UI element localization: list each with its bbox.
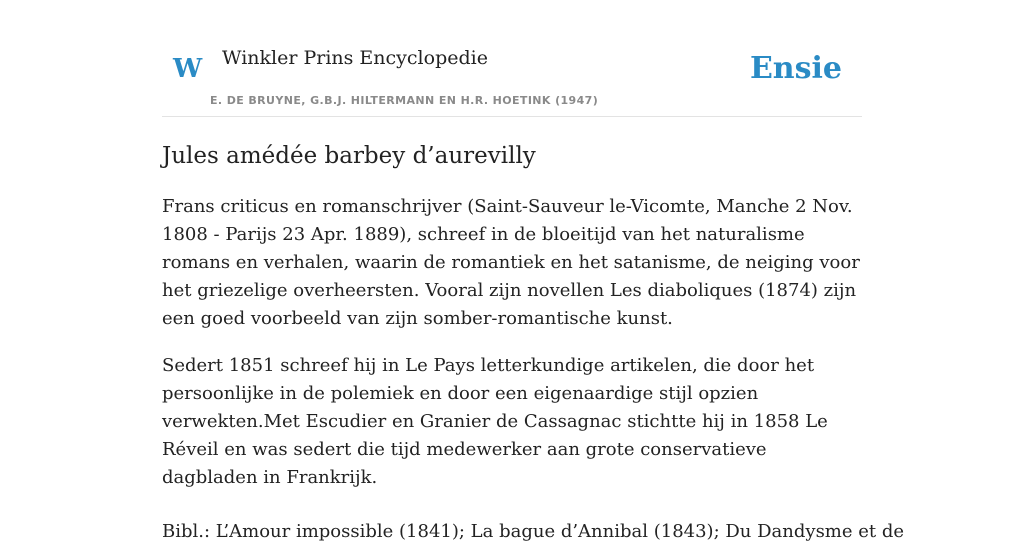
source-authors: E. DE BRUYNE, G.B.J. HILTERMANN EN H.R. HOETINK (1947) [210,94,599,107]
source-header [162,0,862,117]
article-title: Jules amédée barbey d’aurevilly [162,143,536,169]
page [162,0,905,546]
source-title[interactable]: Winkler Prins Encyclopedie [222,47,488,69]
article-paragraph: Frans criticus en romanschrijver (Saint-Sauveur le-Vicomte, Manche 2 Nov. 1808 - Parijs 23 Apr. 1889), schreef in de bloeitijd van het naturalisme romans en verhalen, waarin de romantiek en het satanisme, de neiging voor het griezelige overheersten. Vooral zijn novellen Les diaboliques (1874) zijn een goed voorbeeld van zijn somber-romantische kunst. [162,196,860,329]
article-paragraph: Sedert 1851 schreef hij in Le Pays letterkundige artikelen, die door het persoonlijke in de polemiek en door een eigenaardige stijl opzien verwekten.Met Escudier en Granier de Cassagnac stichtte hij in 1858 Le Réveil en was sedert die tijd medewerker aan grote conservatieve dagbladen in Frankrijk. [162,355,828,488]
ensie-logo-link[interactable]: Ensie [749,51,842,86]
article-bibliography: Bibl.: L’Amour impossible (1841); La bague d’Annibal (1843); Du Dandysme et de [162,521,905,542]
winkler-prins-logo-icon[interactable]: W [173,54,203,84]
